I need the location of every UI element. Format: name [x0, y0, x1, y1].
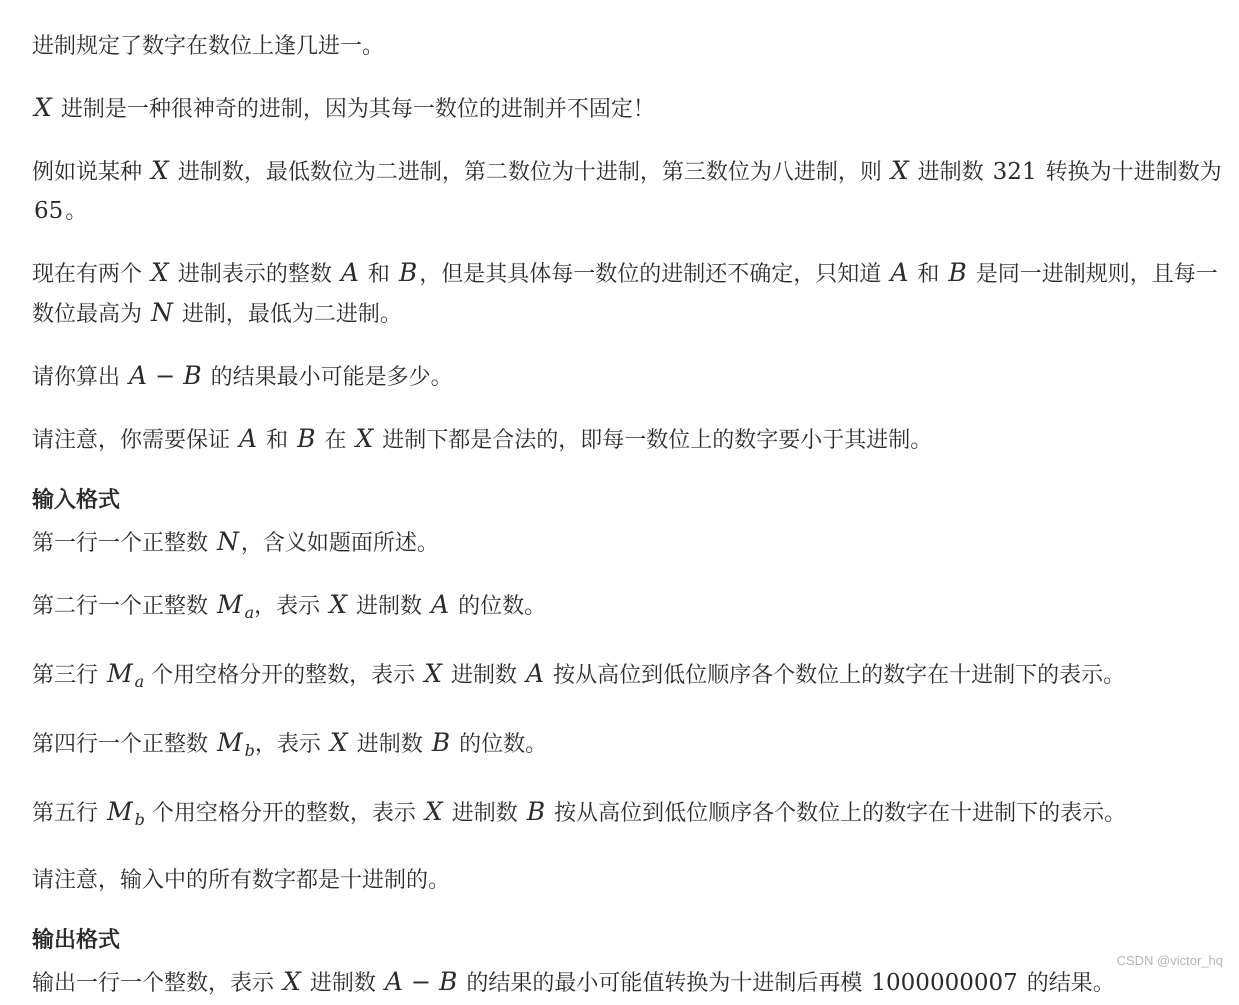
math-number: 65	[34, 198, 64, 224]
math-subscript: a	[134, 672, 145, 691]
text-run: 个用空格分开的整数，表示	[151, 663, 416, 688]
math-var: N	[151, 298, 173, 327]
text-run: 按从高位到低位顺序各个数位上的数字在十进制下的表示。	[554, 801, 1127, 826]
text-run: 进制数	[917, 160, 984, 185]
math-var: M	[107, 659, 133, 688]
input-format-heading: 输入格式	[32, 488, 121, 513]
input-line-1	[32, 523, 1232, 563]
text-run: 第一行一个正整数	[32, 531, 209, 556]
text-run: 请你算出	[32, 365, 121, 390]
math-var: M	[107, 797, 133, 826]
text-run: 的结果。	[1026, 971, 1115, 996]
text-run: 第二行一个正整数	[32, 594, 209, 619]
text-run: 按从高位到低位顺序各个数位上的数字在十进制下的表示。	[553, 663, 1126, 688]
math-var: B	[526, 797, 546, 826]
text-run: 进制数	[451, 801, 518, 826]
math-var: B	[183, 361, 202, 390]
math-var: X	[329, 590, 347, 619]
text-run: ，含义如题面所述。	[240, 531, 439, 556]
math-subscript: a	[244, 603, 255, 622]
paragraph-task	[32, 357, 1232, 397]
csdn-watermark: CSDN @victor_hq	[1116, 953, 1223, 968]
math-var: X	[355, 424, 374, 453]
math-var: A	[431, 590, 450, 619]
math-operator: −	[410, 968, 432, 996]
text-run: 进制下都是合法的，即每一数位上的数字要小于其进制。	[382, 428, 933, 453]
input-line-2	[32, 586, 1232, 632]
problem-statement	[32, 28, 1232, 1005]
math-var: X	[424, 797, 443, 826]
text-run: 输出一行一个整数，表示	[32, 971, 275, 996]
math-var: B	[297, 424, 316, 453]
math-var: A	[526, 659, 545, 688]
math-subscript: b	[134, 810, 145, 829]
text-run: 在	[324, 428, 347, 453]
input-line-5	[32, 793, 1232, 839]
paragraph-validity-note	[32, 420, 1232, 460]
math-var: A	[384, 967, 403, 996]
text-run: 第三行	[32, 663, 99, 688]
output-line	[32, 963, 1232, 1003]
text-run: 第四行一个正整数	[32, 732, 209, 757]
math-var: X	[283, 967, 301, 996]
paragraph-example	[32, 152, 1232, 231]
math-var: X	[34, 93, 52, 122]
math-var: A	[129, 361, 148, 390]
text-run: 进制数，最低数位为二进制，第二数位为十进制，第三数位为八进制，则	[177, 160, 882, 185]
math-var: B	[439, 967, 458, 996]
text-run: 转换为十进制数为	[1045, 160, 1222, 185]
text-run: 进制表示的整数	[177, 262, 332, 287]
text-run: 例如说某种	[32, 160, 143, 185]
input-line-3	[32, 655, 1232, 701]
input-line-4	[32, 724, 1232, 770]
math-var: B	[948, 258, 967, 287]
math-var: N	[217, 527, 239, 556]
math-var: A	[890, 258, 909, 287]
text-run: 请注意，你需要保证	[32, 428, 231, 453]
math-var: B	[398, 258, 418, 287]
text-run: 进制数	[356, 594, 423, 619]
text-run: 进制，最低为二进制。	[181, 302, 402, 327]
math-var: A	[340, 258, 359, 287]
math-number: 1000000007	[871, 970, 1018, 996]
paragraph-two-numbers	[32, 254, 1232, 334]
math-var: B	[431, 728, 451, 757]
text-run: 现在有两个	[32, 262, 143, 287]
text-run: 第五行	[32, 801, 99, 826]
math-var: X	[329, 728, 348, 757]
input-decimal-note	[32, 862, 1232, 900]
intro-text: 进制规定了数字在数位上逢几进一。	[32, 34, 385, 59]
math-var: A	[239, 424, 258, 453]
text-run: 请注意，输入中的所有数字都是十进制的。	[32, 868, 451, 893]
paragraph-intro	[32, 28, 1232, 66]
math-var: X	[424, 659, 442, 688]
text-run: ，表示	[254, 594, 321, 619]
text-run: 。	[65, 199, 88, 224]
math-var: X	[890, 156, 909, 185]
math-var: X	[151, 258, 169, 287]
text-run: 和	[266, 428, 289, 453]
math-operator: −	[155, 362, 176, 390]
text-run: 进制数	[451, 663, 518, 688]
math-var: M	[217, 590, 243, 619]
paragraph-x-base	[32, 89, 1232, 129]
text-run: 的结果的最小可能值转换为十进制后再模	[466, 971, 863, 996]
math-subscript: b	[244, 741, 255, 760]
text-run: 的位数。	[459, 732, 548, 757]
math-number: 321	[992, 159, 1037, 185]
text-run: 个用空格分开的整数，表示	[151, 801, 416, 826]
text-run: 和	[367, 262, 390, 287]
text-run: 进制数	[309, 971, 376, 996]
text-run: 的结果最小可能是多少。	[210, 365, 453, 390]
output-format-heading: 输出格式	[32, 928, 121, 953]
math-var: X	[151, 156, 169, 185]
text-run: 和	[917, 262, 940, 287]
text-run: ，但是其具体每一数位的进制还不确定，只知道	[419, 262, 882, 287]
text-run: ，表示	[254, 732, 321, 757]
text-run: 是同一进制规则，且每一数位最高为	[32, 262, 1218, 327]
math-var: M	[217, 728, 243, 757]
text-run: 进制是一种很神奇的进制，因为其每一数位的进制并不固定！	[60, 97, 655, 122]
text-run: 进制数	[356, 732, 423, 757]
text-run: 的位数。	[458, 594, 547, 619]
